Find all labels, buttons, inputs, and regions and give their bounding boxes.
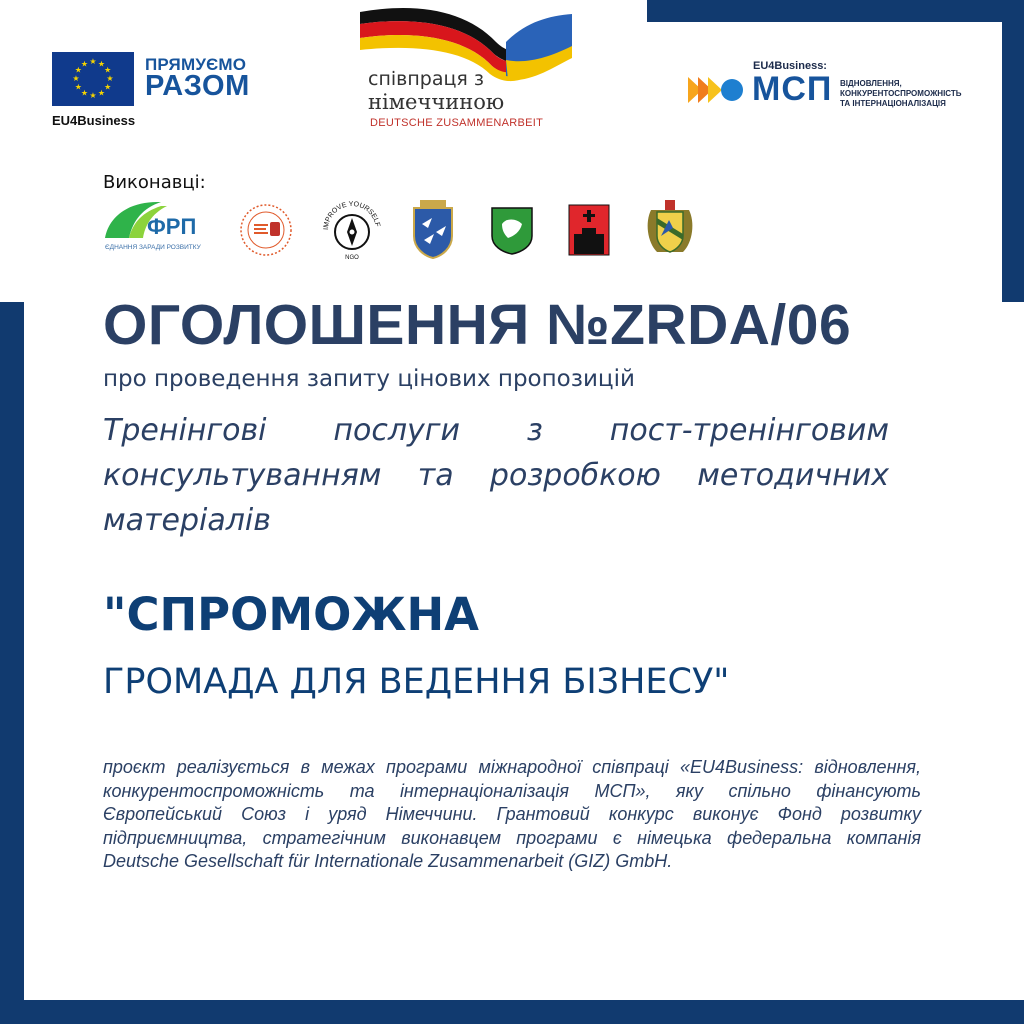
eu-caption: EU4Business xyxy=(52,113,136,128)
ngo-bottom-text: NGO xyxy=(345,255,359,261)
svg-text:★: ★ xyxy=(89,57,97,66)
frame-bar-left xyxy=(0,302,24,1024)
svg-text:★: ★ xyxy=(80,88,89,98)
ngo-ring-text: IMPROVE YOURSELF xyxy=(322,200,381,231)
giz-text-line1: співпраця з xyxy=(368,68,484,90)
zhytomyr-agency-seal-icon xyxy=(238,202,294,258)
msp-description xyxy=(840,79,1010,109)
project-name-line1: "СПРОМОЖНА xyxy=(103,588,479,641)
msp-arrows-icon xyxy=(688,75,744,105)
frame-bar-right xyxy=(1002,0,1024,302)
svg-text:★: ★ xyxy=(80,59,89,69)
city-coat-of-arms-icon xyxy=(410,198,456,260)
frp-abbr: ФРП xyxy=(147,214,197,239)
green-coat-of-arms-icon xyxy=(490,204,534,256)
improve-yourself-ngo-icon xyxy=(318,196,386,262)
frp-tagline: ЄДНАННЯ ЗАРАДИ РОЗВИТКУ xyxy=(105,244,201,251)
frp-logo-icon xyxy=(103,200,211,254)
svg-text:★: ★ xyxy=(97,88,106,98)
frame-bar-top xyxy=(647,0,1024,22)
svg-text:★: ★ xyxy=(72,74,80,83)
announcement-topic: Тренінгові послуги з пост-тренінговим консультуванням та розробкою методичних матеріалів xyxy=(103,413,889,538)
germany-cooperation-logo xyxy=(356,2,576,132)
executors-label: Виконавці: xyxy=(103,172,206,193)
svg-text:★: ★ xyxy=(106,74,114,83)
msp-desc-line1: ВІДНОВЛЕННЯ, xyxy=(840,79,902,88)
giz-text-line2: німеччиною xyxy=(368,90,505,114)
oblast-coat-of-arms-icon xyxy=(645,198,695,258)
msp-main: МСП xyxy=(752,70,833,108)
eu-flag-icon xyxy=(52,52,134,106)
eu4business-msp-logo xyxy=(688,60,998,110)
frame-bar-bottom xyxy=(0,1000,1024,1024)
svg-text:★: ★ xyxy=(89,91,97,100)
project-name-line2: ГРОМАДА ДЛЯ ВЕДЕННЯ БІЗНЕСУ" xyxy=(103,662,730,702)
svg-text:★: ★ xyxy=(104,65,112,75)
msp-desc-line3: ТА ІНТЕРНАЦІОНАЛІЗАЦІЯ xyxy=(840,99,946,108)
msp-desc-line2: КОНКУРЕНТОСПРОМОЖНІСТЬ xyxy=(840,89,962,98)
project-description: проєкт реалізується в межах програми міжнародної співпраці «EU4Business: відновлення, конкурентоспроможність та інтернаціоналізація МСП», яку спільно фінансують Європейський Союз і уряд Німеччини. Грантовий конкурс виконує Фонд розвитку підприємництва, стратегічним виконавцем програми є німецька федеральна компанія Deutsche Gesellschaft für Internationale Zusammenarbeit (GIZ) GmbH. xyxy=(103,757,921,871)
svg-text:★: ★ xyxy=(74,82,82,92)
red-coat-of-arms-icon xyxy=(568,204,610,256)
eu-slogan-line1: ПРЯМУЄМО xyxy=(145,55,247,74)
announcement-subtitle: про проведення запиту цінових пропозицій xyxy=(103,366,635,392)
msp-eyebrow: EU4Business: xyxy=(753,60,827,72)
eu-slogan-line2: РАЗОМ xyxy=(145,70,250,102)
svg-text:★: ★ xyxy=(104,82,112,92)
eu-logo xyxy=(52,52,272,132)
svg-text:★: ★ xyxy=(74,65,82,75)
announcement-title: ОГОЛОШЕННЯ №ZRDA/06 xyxy=(103,293,852,357)
giz-text-line3: DEUTSCHE ZUSAMMENARBEIT xyxy=(370,117,544,129)
svg-text:★: ★ xyxy=(97,59,106,69)
